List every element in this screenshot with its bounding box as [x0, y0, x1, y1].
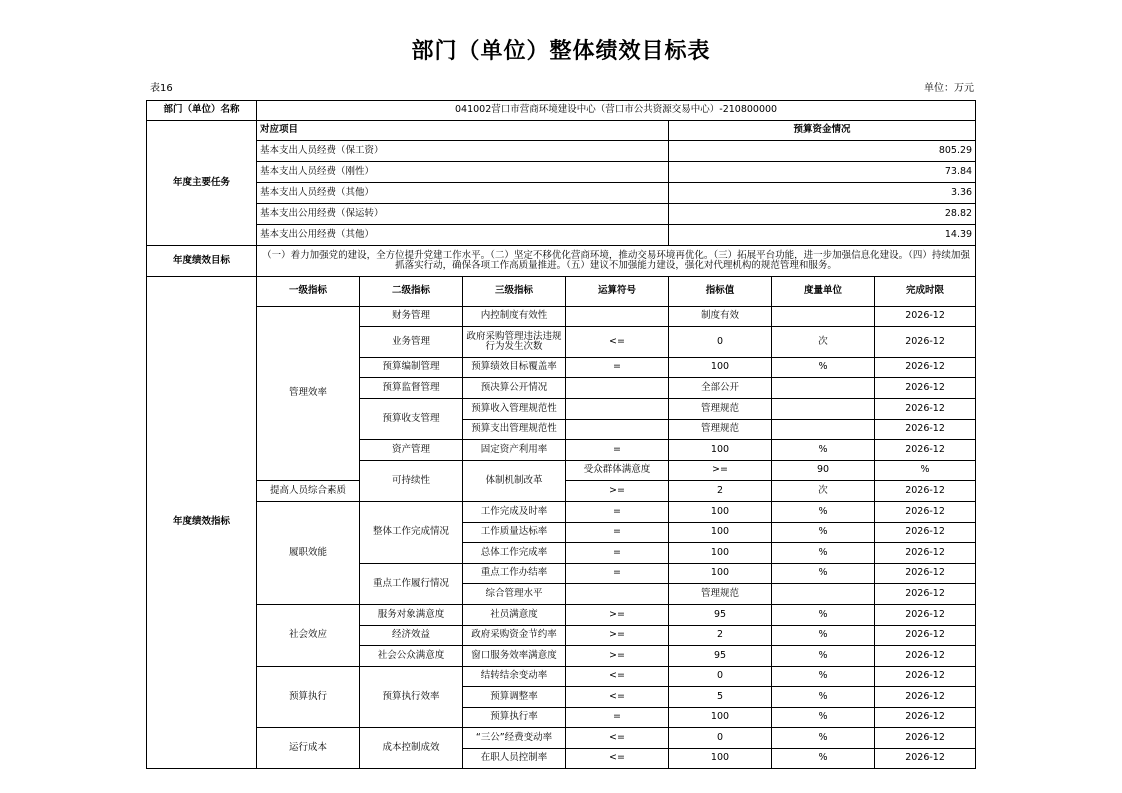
due-cell: 2026-12 [875, 605, 976, 626]
due-cell: 2026-12 [875, 378, 976, 399]
due-cell: 2026-12 [875, 523, 976, 543]
header-op: 运算符号 [566, 277, 669, 307]
op-cell: = [566, 502, 669, 523]
due-cell: 2026-12 [875, 440, 976, 461]
op-cell: <= [566, 327, 669, 358]
unit-cell: % [772, 646, 875, 667]
due-cell: 2026-12 [875, 502, 976, 523]
due-cell: 2026-12 [875, 358, 976, 378]
dept-label: 部门（单位）名称 [147, 101, 257, 121]
indicator-row [147, 728, 976, 749]
l2-cell: 财务管理 [360, 307, 463, 327]
l2-cell: 整体工作完成情况 [360, 502, 463, 564]
col-project-header: 对应项目 [257, 121, 669, 141]
unit-cell: % [772, 502, 875, 523]
unit-cell: % [772, 728, 875, 749]
l1-cell: 履职效能 [257, 502, 360, 605]
l2-cell: 资产管理 [360, 440, 463, 461]
unit-cell: % [772, 749, 875, 769]
value-cell: 2 [669, 481, 772, 502]
op-cell: = [566, 708, 669, 728]
indicator-header-row [147, 277, 976, 307]
op-cell [566, 420, 669, 440]
value-cell: 全部公开 [669, 378, 772, 399]
value-cell: 100 [669, 523, 772, 543]
task-amount: 28.82 [669, 204, 976, 225]
due-cell: 2026-12 [875, 584, 976, 605]
l3-cell: 结转结余变动率 [463, 667, 566, 687]
l3-cell: 社员满意度 [463, 605, 566, 626]
value-cell: 100 [669, 502, 772, 523]
task-row [147, 141, 976, 162]
op-cell: >= [566, 481, 669, 502]
dept-value: 041002营口市营商环境建设中心（营口市公共资源交易中心）-210800000 [257, 101, 976, 121]
due-cell: 2026-12 [875, 564, 976, 584]
due-cell: 2026-12 [875, 327, 976, 358]
op-cell: = [566, 564, 669, 584]
task-row [147, 225, 976, 246]
l1-cell: 管理效率 [257, 307, 360, 481]
l3-cell: 固定资产利用率 [463, 440, 566, 461]
l2-cell: 服务对象满意度 [360, 605, 463, 626]
unit-cell: % [772, 605, 875, 626]
performance-table [146, 100, 976, 769]
due-cell: 2026-12 [875, 646, 976, 667]
due-cell: 2026-12 [875, 708, 976, 728]
op-cell [566, 399, 669, 420]
l3-cell: 预算绩效目标覆盖率 [463, 358, 566, 378]
task-amount: 73.84 [669, 162, 976, 183]
goal-text: （一）着力加强党的建设，全方位提升党建工作水平。（二）坚定不移优化营商环境，推动交易环境再优化。（三）拓展平台功能，进一步加强信息化建设。（四）持续加强抓落实行动，确保各项工作高质量推进。（五）建议不加强能力建设，强化对代理机构的规范管理和服务。 [257, 246, 976, 277]
value-cell: 管理规范 [669, 420, 772, 440]
l3-cell: 政府采购管理违法违规行为发生次数 [463, 327, 566, 358]
indicator-row [147, 502, 976, 523]
l2-cell: 重点工作履行情况 [360, 564, 463, 605]
l3-cell: 内控制度有效性 [463, 307, 566, 327]
op-cell: = [566, 523, 669, 543]
l3-cell: 预决算公开情况 [463, 378, 566, 399]
due-cell: 2026-12 [875, 626, 976, 646]
op-cell: >= [566, 626, 669, 646]
header-l1: 一级指标 [257, 277, 360, 307]
l2-cell: 预算监督管理 [360, 378, 463, 399]
value-cell: 90 [772, 461, 875, 481]
value-cell: 2 [669, 626, 772, 646]
value-cell: 制度有效 [669, 307, 772, 327]
l2-cell: 预算编制管理 [360, 358, 463, 378]
due-cell: 2026-12 [875, 687, 976, 708]
l2-cell: 预算执行效率 [360, 667, 463, 728]
value-cell: 100 [669, 440, 772, 461]
unit-cell: % [772, 523, 875, 543]
l3-cell: 预算执行率 [463, 708, 566, 728]
unit-cell: % [772, 687, 875, 708]
unit-cell: % [772, 626, 875, 646]
unit-cell: 次 [772, 481, 875, 502]
col-budget-header: 预算资金情况 [669, 121, 976, 141]
task-row [147, 204, 976, 225]
l3-cell: 预算支出管理规范性 [463, 420, 566, 440]
indicators-label: 年度绩效指标 [147, 277, 257, 769]
task-row [147, 162, 976, 183]
dept-row [147, 101, 976, 121]
unit-cell: % [772, 564, 875, 584]
l2-cell: 社会公众满意度 [360, 646, 463, 667]
op-cell: >= [566, 605, 669, 626]
value-cell: 100 [669, 543, 772, 564]
due-cell: 2026-12 [875, 543, 976, 564]
task-amount: 14.39 [669, 225, 976, 246]
value-cell: 0 [669, 728, 772, 749]
l3-cell: 政府采购资金节约率 [463, 626, 566, 646]
value-cell: 100 [669, 564, 772, 584]
unit-cell [772, 584, 875, 605]
l1-cell: 社会效应 [257, 605, 360, 667]
value-cell: 95 [669, 605, 772, 626]
unit-cell: % [772, 667, 875, 687]
unit-cell [772, 307, 875, 327]
value-cell: 100 [669, 358, 772, 378]
value-cell: 100 [669, 708, 772, 728]
op-cell: >= [669, 461, 772, 481]
value-cell: 0 [669, 667, 772, 687]
value-cell: 0 [669, 327, 772, 358]
l1-cell: 预算执行 [257, 667, 360, 728]
value-cell: 管理规范 [669, 584, 772, 605]
unit-cell: % [772, 708, 875, 728]
l2-cell: 预算收支管理 [360, 399, 463, 440]
op-cell: <= [566, 728, 669, 749]
task-header-row [147, 121, 976, 141]
op-cell: <= [566, 749, 669, 769]
header-due: 完成时限 [875, 277, 976, 307]
unit-cell [772, 420, 875, 440]
indicator-row [147, 307, 976, 327]
due-cell: 2026-12 [875, 728, 976, 749]
op-cell: <= [566, 667, 669, 687]
goal-row [147, 246, 976, 277]
value-cell: 5 [669, 687, 772, 708]
l3-cell: “三公”经费变动率 [463, 728, 566, 749]
value-cell: 95 [669, 646, 772, 667]
l3-cell: 窗口服务效率满意度 [463, 646, 566, 667]
op-cell: = [566, 440, 669, 461]
tasks-label: 年度主要任务 [147, 121, 257, 246]
task-name: 基本支出公用经费（其他） [257, 225, 669, 246]
due-cell: 2026-12 [875, 307, 976, 327]
l3-cell: 工作完成及时率 [463, 502, 566, 523]
header-value: 指标值 [669, 277, 772, 307]
table-number: 表16 [150, 83, 173, 94]
l3-cell: 在职人员控制率 [463, 749, 566, 769]
op-cell [566, 584, 669, 605]
l3-cell: 预算调整率 [463, 687, 566, 708]
l2-cell: 体制机制改革 [463, 461, 566, 502]
unit-cell: % [875, 461, 976, 481]
task-name: 基本支出人员经费（刚性） [257, 162, 669, 183]
value-cell: 管理规范 [669, 399, 772, 420]
l2-cell: 经济效益 [360, 626, 463, 646]
op-cell: = [566, 543, 669, 564]
task-name: 基本支出人员经费（保工资） [257, 141, 669, 162]
op-cell: = [566, 358, 669, 378]
due-cell: 2026-12 [875, 481, 976, 502]
unit-cell: % [772, 440, 875, 461]
unit-cell [772, 378, 875, 399]
unit-cell [772, 399, 875, 420]
indicator-row [147, 667, 976, 687]
header-l2: 二级指标 [360, 277, 463, 307]
indicator-row [147, 605, 976, 626]
op-cell [566, 307, 669, 327]
goal-label: 年度绩效目标 [147, 246, 257, 277]
l3-cell: 受众群体满意度 [566, 461, 669, 481]
l3-cell: 综合管理水平 [463, 584, 566, 605]
header-l3: 三级指标 [463, 277, 566, 307]
l3-cell: 提高人员综合素质 [257, 481, 360, 502]
due-cell: 2026-12 [875, 399, 976, 420]
due-cell: 2026-12 [875, 420, 976, 440]
l1-cell: 运行成本 [257, 728, 360, 769]
task-row [147, 183, 976, 204]
task-name: 基本支出公用经费（保运转） [257, 204, 669, 225]
unit-label: 单位：万元 [924, 83, 974, 94]
l3-cell: 预算收入管理规范性 [463, 399, 566, 420]
l1-cell: 可持续性 [360, 461, 463, 502]
due-cell: 2026-12 [875, 749, 976, 769]
unit-cell: % [772, 543, 875, 564]
op-cell: <= [566, 687, 669, 708]
task-amount: 3.36 [669, 183, 976, 204]
task-name: 基本支出人员经费（其他） [257, 183, 669, 204]
l3-cell: 工作质量达标率 [463, 523, 566, 543]
task-amount: 805.29 [669, 141, 976, 162]
l2-cell: 业务管理 [360, 327, 463, 358]
unit-cell: 次 [772, 327, 875, 358]
op-cell [566, 378, 669, 399]
page-title: 部门（单位）整体绩效目标表 [411, 39, 711, 64]
l3-cell: 重点工作办结率 [463, 564, 566, 584]
header-unit: 度量单位 [772, 277, 875, 307]
l2-cell: 成本控制成效 [360, 728, 463, 769]
op-cell: >= [566, 646, 669, 667]
unit-cell: % [772, 358, 875, 378]
value-cell: 100 [669, 749, 772, 769]
l3-cell: 总体工作完成率 [463, 543, 566, 564]
due-cell: 2026-12 [875, 667, 976, 687]
